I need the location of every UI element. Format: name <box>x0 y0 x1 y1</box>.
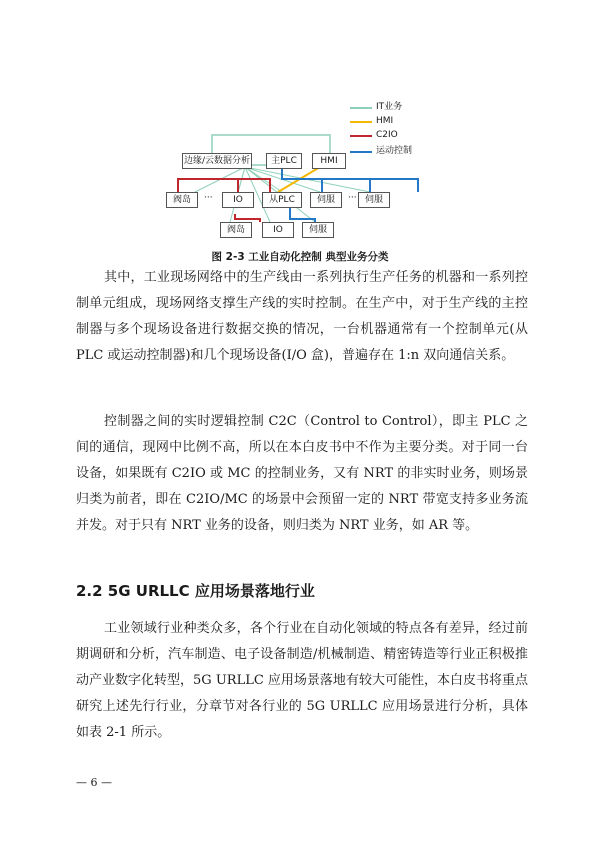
legend-swatch-motion <box>350 151 372 153</box>
node-servo-1: 伺服 <box>310 192 342 208</box>
legend-label-c2io: C2IO <box>376 130 398 140</box>
motion-link-bottom <box>290 207 315 222</box>
section-heading: 2.2 5G URLLC 应用场景落地行业 <box>76 582 315 600</box>
c2io-link-top <box>178 179 270 192</box>
legend-swatch-c2io <box>350 135 372 137</box>
node-edge-cloud: 边缘/云数据分析 <box>182 153 252 169</box>
node-hmi: HMI <box>312 153 346 169</box>
node-valve-island-2: 阀岛 <box>220 222 252 238</box>
page-number: — 6 — <box>76 776 112 789</box>
paragraph-1: 其中，工业现场网络中的生产线由一系列执行生产任务的机器和一系列控制单元组成，现场网络支撑生产线的实时控制。在生产中，对于生产线的主控制器与多个现场设备进行数据交换的情况，一台机器通常有一个控制单元(从 PLC 或运动控制器)和几个现场设备(I/O 盒)，普遍存在 1:n 双向通信关系。 <box>76 270 528 363</box>
ellipsis-1: ··· <box>204 193 213 203</box>
business-classification-diagram <box>150 95 450 245</box>
figure-caption: 图 2-3 工业自动化控制 典型业务分类 <box>211 251 389 263</box>
it-link-edge-hmi <box>212 135 330 153</box>
legend-label-it: IT业务 <box>376 102 403 112</box>
legend-swatch-hmi <box>350 121 372 123</box>
ellipsis-2: ··· <box>348 193 357 203</box>
legend-label-motion: 运动控制 <box>376 146 413 156</box>
node-io-1: IO <box>222 192 254 208</box>
node-io-2: IO <box>262 222 294 238</box>
paragraph-2: 控制器之间的实时逻辑控制 C2C（Control to Control），即主 PLC 之间的通信，现网中比例不高，所以在本白皮书中不作为主要分类。对于同一台设备，如果既有 C2IO 或 MC 的控制业务，又有 NRT 的非实时业务，则场景归类为前者，即在 C2IO/MC 的场景中会预留一定的 NRT 带宽支持多业务流并发。对于只有 NRT 业务的设备，则归类为 NRT 业务，如 AR 等。 <box>76 414 528 533</box>
legend-swatch-it <box>350 107 372 109</box>
c2io-link-bottom <box>235 214 260 222</box>
node-valve-island-1: 阀岛 <box>166 192 198 208</box>
node-main-plc: 主PLC <box>266 153 302 169</box>
node-servo-2: 伺服 <box>358 192 390 208</box>
paragraph-3: 工业领域行业种类众多，各个行业在自动化领域的特点各有差异，经过前期调研和分析，汽车制造、电子设备制造/机械制造、精密铸造等行业正积极推动产业数字化转型，5G URLLC 应用场景落地有较大可能性，本白皮书将重点研究上述先行行业，分章节对各行业的 5G URLLC 应用场景进行分析，具体如表 2-1 所示。 <box>76 621 528 740</box>
node-slave-plc: 从PLC <box>262 192 302 208</box>
legend-label-hmi: HMI <box>376 116 394 126</box>
node-servo-3: 伺服 <box>302 222 334 238</box>
diagram-connections <box>150 95 450 245</box>
